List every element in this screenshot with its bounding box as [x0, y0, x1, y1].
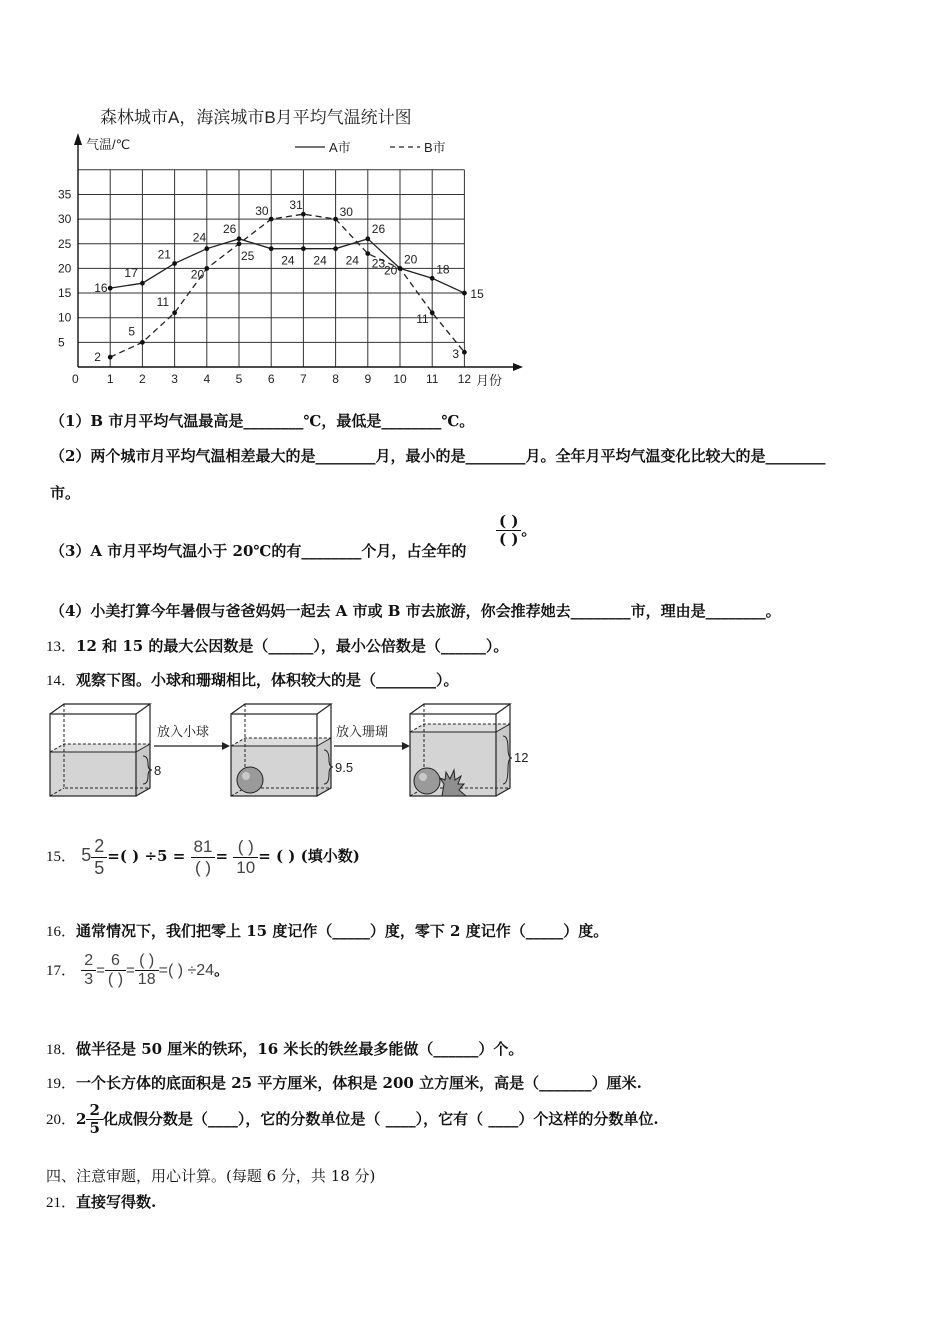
answer-blank[interactable]: ________	[765, 447, 826, 465]
q12-p4-text-b: 市，理由是	[630, 602, 706, 620]
series-b-point	[333, 217, 338, 222]
series-b-point	[365, 251, 370, 256]
temperature-line-chart	[40, 95, 540, 395]
x-tick-label: 12	[457, 372, 472, 386]
q12-p2-text-c: 月。全年月平均气温变化比较大的是	[525, 447, 766, 465]
series-a-data-label: 17	[124, 266, 138, 281]
container-2	[231, 704, 353, 796]
mixed-whole: 5	[81, 845, 92, 866]
fraction-numerator-blank[interactable]: ( )	[496, 513, 521, 531]
series-b-point	[108, 355, 113, 360]
x-tick-label: 8	[332, 372, 339, 386]
question-number: 15．	[46, 849, 77, 866]
series-a-point	[462, 291, 467, 296]
ball-icon	[237, 767, 263, 793]
container-1	[50, 704, 161, 796]
question-end: 。	[214, 960, 230, 979]
ball-icon	[414, 768, 440, 794]
answer-blank[interactable]: ________	[243, 412, 304, 430]
x-tick-label: 3	[171, 372, 178, 386]
q12-part2-end: 市。	[50, 484, 81, 502]
y-tick-label: 35	[58, 187, 72, 202]
series-a-data-label: 26	[371, 221, 386, 236]
q12-p2-text-a: （2）两个城市月平均气温相差最大的是	[50, 447, 316, 465]
answer-blank[interactable]: ________	[465, 447, 526, 465]
question-number: 19．	[46, 1076, 77, 1092]
arrow-label-coral: 放入珊瑚	[336, 724, 389, 739]
series-b-data-label: 11	[156, 294, 170, 309]
fraction-denominator-blank[interactable]: ( )	[499, 530, 519, 549]
series-a-data-label: 15	[470, 287, 484, 302]
series-b-point	[462, 350, 467, 355]
series-a-data-label: 24	[345, 253, 359, 268]
arrow-1	[154, 724, 230, 750]
fraction-denominator: 18	[137, 971, 156, 989]
arrow-label-ball: 放入小球	[157, 724, 210, 739]
series-b-point	[398, 266, 403, 271]
arrow-2	[334, 724, 410, 750]
x-tick-label: 5	[235, 372, 243, 386]
q12-part2	[50, 445, 825, 466]
legend-b-label: B市	[424, 140, 446, 155]
answer-blank[interactable]: ________	[381, 412, 442, 430]
q12-p3-text-a: （3）A 市月平均气温小于 20℃的有	[50, 542, 302, 560]
y-tick-label: 10	[58, 310, 72, 325]
y-tick-label: 25	[58, 236, 72, 251]
question-text: 化成假分数是（____），它的分数单位是（ ____），它有（ ____）个这样的分数单位.	[102, 1109, 659, 1128]
question-number: 14．	[46, 673, 77, 689]
series-a-data-label: 24	[313, 253, 327, 268]
q12-p1-text-c: ℃。	[441, 412, 475, 430]
fraction-numerator-blank[interactable]: ( )	[135, 952, 159, 971]
question-20	[46, 1102, 659, 1138]
fraction-numerator: 6	[105, 952, 126, 971]
series-b-data-label: 2	[94, 350, 101, 365]
fraction-numerator: 81	[191, 837, 216, 858]
q12-p3-end: 。	[521, 520, 537, 539]
series-b-data-label: 5	[128, 324, 136, 339]
equals-sign: =	[96, 961, 105, 979]
series-b-point	[269, 217, 274, 222]
series-b-data-label: 23	[371, 256, 386, 271]
series-b-point	[237, 241, 242, 246]
x-tick-labels	[107, 372, 472, 386]
height-label-2: 9.5	[335, 760, 354, 775]
origin-label: 0	[72, 372, 79, 386]
question-text: =( ) ÷5 =	[107, 847, 186, 866]
series-b-point	[140, 340, 145, 345]
series-a-point	[269, 246, 274, 251]
series-b-data-label: 3	[452, 347, 460, 362]
series-a-point	[430, 276, 435, 281]
series-a-point	[140, 281, 145, 286]
answer-blank[interactable]: ________	[705, 602, 766, 620]
q12-p3-fraction	[496, 513, 536, 549]
container-3	[410, 704, 528, 796]
x-tick-label: 1	[106, 372, 114, 386]
x-axis-arrow	[513, 363, 523, 371]
fraction-denominator-blank[interactable]: ( )	[194, 857, 212, 877]
question-14	[46, 669, 459, 690]
q12-part3	[50, 540, 466, 561]
answer-blank[interactable]: ________	[301, 542, 362, 560]
series-b-point	[301, 212, 306, 217]
series-a-data-label: 21	[157, 247, 171, 262]
series-a-point	[237, 236, 242, 241]
question-text: 通常情况下，我们把零上 15 度记作（_____）度，零下 2 度记作（_____）度。	[76, 922, 609, 940]
series-a-point	[172, 261, 177, 266]
fraction-numerator: 2	[91, 836, 107, 858]
series-b-data-label: 30	[339, 205, 353, 220]
question-text: 一个长方体的底面积是 25 平方厘米，体积是 200 立方厘米，高是（_______）厘米.	[76, 1074, 642, 1092]
question-number: 20．	[46, 1111, 77, 1128]
fraction-denominator: 10	[236, 857, 256, 877]
x-tick-label: 2	[139, 372, 146, 386]
x-tick-label: 7	[300, 372, 307, 386]
question-number: 16．	[46, 924, 77, 940]
question-number: 13．	[46, 639, 77, 655]
x-tick-label: 9	[364, 372, 372, 386]
series-b-point	[172, 310, 177, 315]
mixed-whole: 2	[76, 1109, 87, 1128]
fraction-denominator-blank[interactable]: ( )	[107, 971, 124, 989]
height-label-3: 12	[514, 750, 529, 765]
fraction-numerator: 2	[86, 1102, 102, 1120]
equals-sign: =	[215, 847, 229, 866]
legend-a-label: A市	[329, 140, 351, 155]
series-b-point	[204, 266, 209, 271]
series-a-point	[333, 246, 338, 251]
equals-sign: =	[126, 961, 135, 979]
question-18	[46, 1038, 523, 1059]
x-tick-label: 6	[267, 372, 275, 386]
y-tick-labels	[58, 187, 72, 349]
series-b-point	[430, 310, 435, 315]
question-text: 做半径是 50 厘米的铁环，16 米长的铁丝最多能做（______）个。	[76, 1040, 524, 1058]
series-a-point	[301, 246, 306, 251]
x-tick-label: 11	[425, 372, 439, 386]
section-4-title: 四、注意审题，用心计算。(每题 6 分，共 18 分)	[46, 1167, 376, 1185]
question-text: 直接写得数.	[76, 1193, 157, 1211]
answer-blank[interactable]: ________	[570, 602, 631, 620]
x-tick-label: 10	[393, 372, 407, 386]
fraction-denominator: 5	[89, 1119, 100, 1138]
series-b-data-label: 30	[255, 204, 269, 219]
answer-blank[interactable]: ________	[315, 447, 376, 465]
q12-p2-text-b: 月，最小的是	[375, 447, 466, 465]
chart-axes	[74, 133, 523, 371]
series-b-data-label: 25	[241, 248, 255, 263]
q12-p3-text-b: 个月，占全年的	[361, 542, 467, 560]
series-b-data-label: 31	[289, 198, 303, 213]
question-text: = ( ) (填小数)	[258, 847, 360, 866]
series-a-data-label: 18	[436, 262, 450, 277]
x-tick-label: 4	[203, 372, 211, 386]
series-a-data-label: 24	[192, 230, 207, 245]
fraction-denominator: 3	[84, 971, 94, 989]
q12-p1-text-b: ℃，最低是	[303, 412, 382, 430]
question-15	[46, 836, 360, 878]
series-a-data-label: 26	[223, 221, 237, 236]
series-b-line	[110, 214, 464, 357]
y-axis-label: 气温/℃	[86, 137, 131, 152]
height-label-1: 8	[154, 763, 162, 778]
question-19	[46, 1072, 642, 1093]
q12-part4	[50, 600, 781, 621]
container-diagram	[44, 700, 544, 805]
chart-series	[94, 198, 484, 364]
series-b-data-label: 20	[190, 267, 205, 282]
chart-title: 森林城市A，海滨城市B月平均气温统计图	[100, 108, 412, 127]
y-axis-arrow	[74, 133, 82, 145]
q12-p4-text-c: 。	[765, 602, 781, 620]
question-17	[46, 952, 229, 990]
series-b-data-label: 20	[384, 263, 398, 278]
q12-p4-text-a: （4）小美打算今年暑假与爸爸妈妈一起去 A 市或 B 市去旅游，你会推荐她去	[50, 602, 571, 620]
fraction-numerator-blank[interactable]: ( )	[233, 837, 258, 858]
question-text: =( ) ÷24	[158, 961, 215, 979]
question-number: 17．	[46, 962, 77, 979]
question-21	[46, 1191, 156, 1212]
chart-legend	[295, 140, 446, 155]
y-tick-label: 5	[58, 335, 65, 350]
series-a-data-label: 24	[281, 253, 295, 268]
series-a-point	[365, 236, 370, 241]
question-16	[46, 920, 608, 941]
series-a-point	[204, 246, 209, 251]
question-13	[46, 635, 508, 656]
question-text: 12 和 15 的最大公因数是（______），最小公倍数是（______）。	[76, 637, 509, 655]
series-a-data-label: 16	[94, 281, 108, 296]
fraction-denominator: 5	[94, 857, 105, 878]
y-tick-label: 20	[58, 261, 72, 276]
fraction-numerator: 2	[81, 952, 96, 971]
q12-p1-text-a: （1）B 市月平均气温最高是	[50, 412, 244, 430]
q12-part1	[50, 410, 474, 431]
series-a-data-label: 20	[404, 252, 418, 267]
y-tick-label: 30	[58, 212, 72, 227]
x-axis-label: 月份	[476, 373, 503, 388]
series-b-data-label: 11	[416, 311, 429, 326]
y-tick-label: 15	[58, 286, 72, 301]
question-number: 21．	[46, 1195, 77, 1211]
question-number: 18．	[46, 1042, 77, 1058]
series-a-point	[108, 286, 113, 291]
question-text: 观察下图。小球和珊瑚相比，体积较大的是（________）。	[76, 671, 459, 689]
